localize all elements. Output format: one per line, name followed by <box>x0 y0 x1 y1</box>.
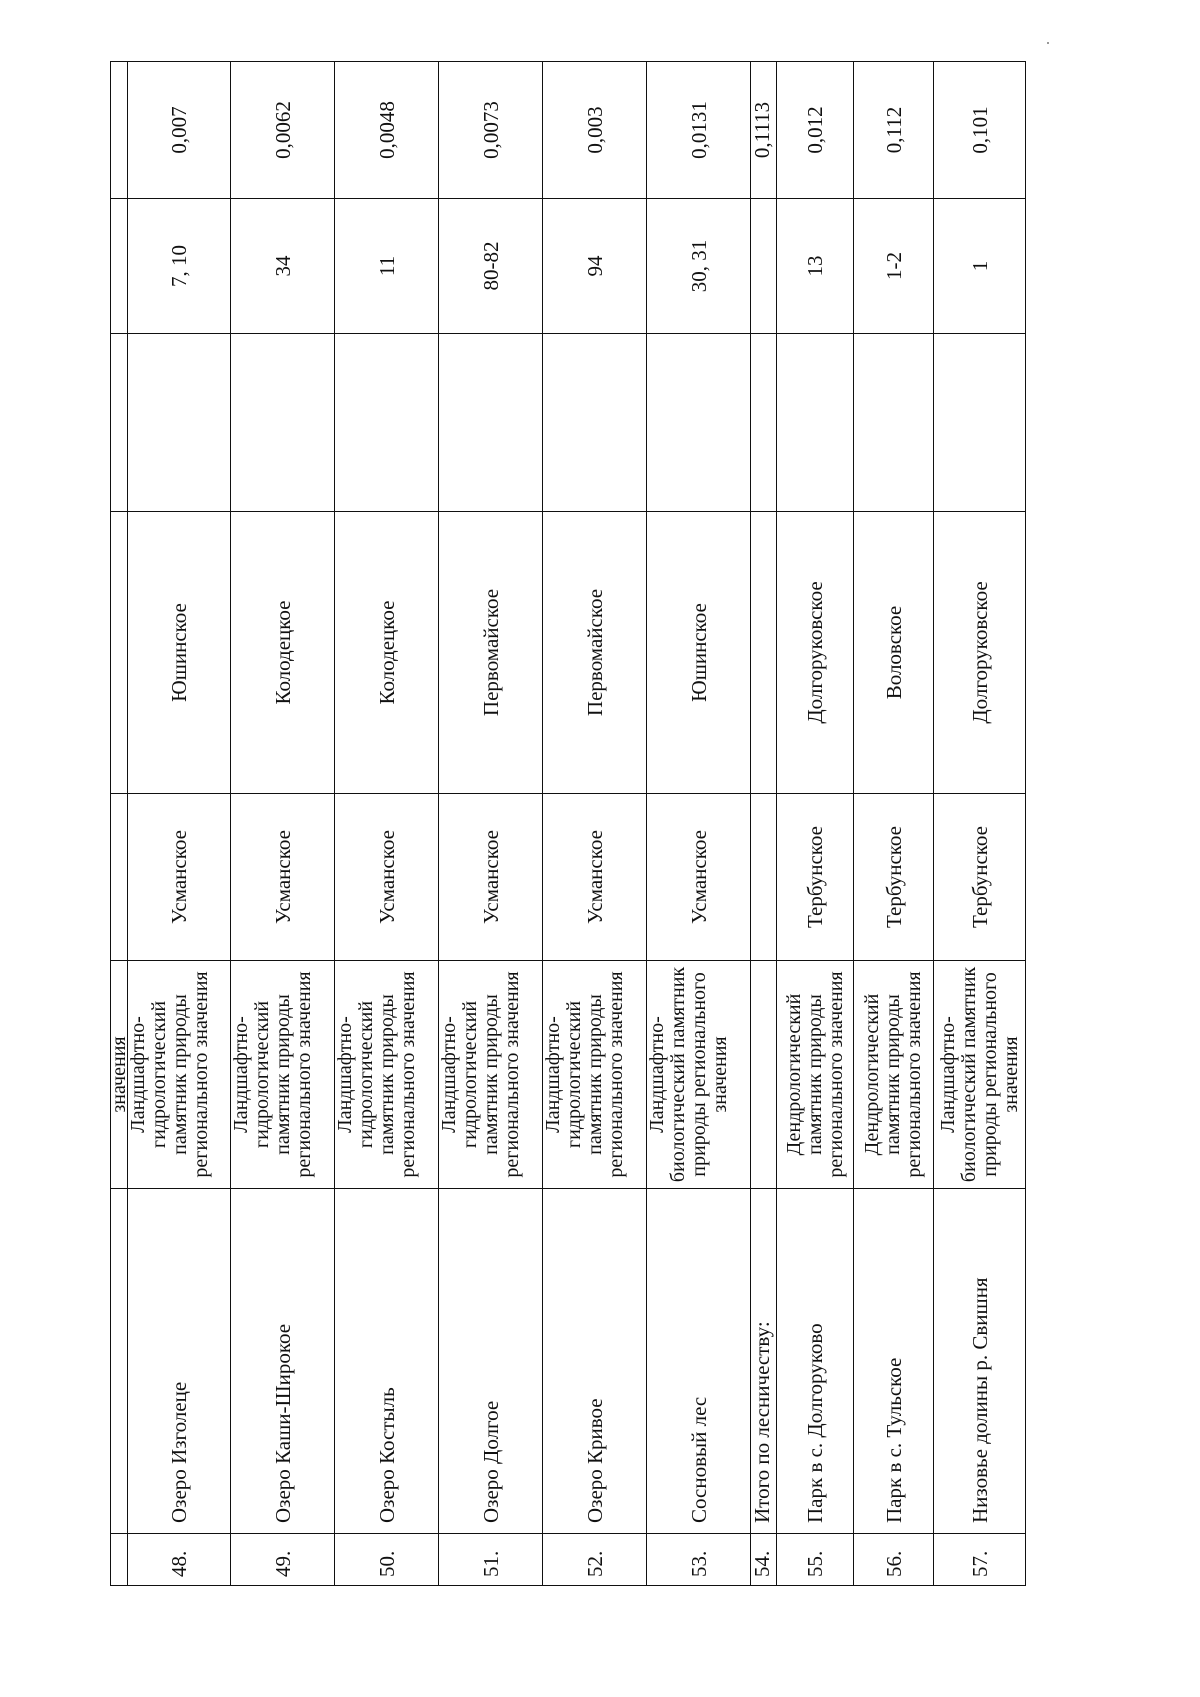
table-row-continuation <box>111 62 128 1586</box>
cell-total-label: Итого по лесничеству: <box>751 1189 777 1534</box>
cell-district: Юшинское <box>647 512 751 794</box>
cell-forestry: Усманское <box>335 794 439 961</box>
cell-extra <box>111 334 128 512</box>
cell-forestry: Усманское <box>439 794 543 961</box>
cell-extra <box>231 334 335 512</box>
cell-area: 0,112 <box>854 62 934 199</box>
cell-total-area: 0,1113 <box>751 62 777 199</box>
cell-category: Ландшафтно-гидрологический памятник природы регионального значения <box>543 961 647 1189</box>
cell-forestry: Усманское <box>543 794 647 961</box>
cell-district: Юшинское <box>128 512 231 794</box>
cell-extra <box>543 334 647 512</box>
cell-category: Ландшафтно-биологический памятник природы регионального значения <box>934 961 1026 1189</box>
cell-district <box>111 512 128 794</box>
cell-forestry: Усманское <box>128 794 231 961</box>
cell-category: значения <box>111 961 128 1189</box>
cell-area: 0,0062 <box>231 62 335 199</box>
cell-area: 0,003 <box>543 62 647 199</box>
cell-name: Озеро Изголеце <box>128 1189 231 1534</box>
cell-num: 57. <box>934 1534 1026 1586</box>
cell-quarters <box>111 199 128 334</box>
cell-num: 48. <box>128 1534 231 1586</box>
cell-num: 51. <box>439 1534 543 1586</box>
cell-extra <box>854 334 934 512</box>
cell-name <box>111 1189 128 1534</box>
cell-extra <box>128 334 231 512</box>
cell-area: 0,101 <box>934 62 1026 199</box>
table-row <box>128 62 231 1586</box>
cell-quarters: 34 <box>231 199 335 334</box>
cell-quarters: 13 <box>777 199 854 334</box>
table-row <box>647 62 751 1586</box>
rotated-page <box>110 62 1114 1586</box>
cell-quarters: 1-2 <box>854 199 934 334</box>
cell-extra <box>439 334 543 512</box>
cell-num <box>111 1534 128 1586</box>
cell-forestry <box>111 794 128 961</box>
cell-name: Озеро Каши-Широкое <box>231 1189 335 1534</box>
cell-empty <box>751 199 777 334</box>
table-row <box>439 62 543 1586</box>
cell-category: Ландшафтно-биологический памятник природы регионального значения <box>647 961 751 1189</box>
cell-quarters: 80-82 <box>439 199 543 334</box>
table-row <box>854 62 934 1586</box>
cell-name: Озеро Кривое <box>543 1189 647 1534</box>
cell-district: Воловское <box>854 512 934 794</box>
cell-extra <box>647 334 751 512</box>
scan-speck <box>1047 42 1049 44</box>
cell-forestry: Усманское <box>231 794 335 961</box>
cell-forestry: Тербунское <box>777 794 854 961</box>
cell-category: Ландшафтно-гидрологический памятник природы регионального значения <box>128 961 231 1189</box>
cell-area <box>111 62 128 199</box>
cell-category: Дендрологический памятник природы регионального значения <box>854 961 934 1189</box>
cell-empty <box>751 794 777 961</box>
cell-name: Низовье долины р. Свишня <box>934 1189 1026 1534</box>
table-row-total <box>751 62 777 1586</box>
table-row <box>335 62 439 1586</box>
cell-name: Парк в с. Долгоруково <box>777 1189 854 1534</box>
cell-empty <box>751 334 777 512</box>
cell-num: 53. <box>647 1534 751 1586</box>
cell-district: Колодецкое <box>231 512 335 794</box>
table-row <box>543 62 647 1586</box>
cell-num: 54. <box>751 1534 777 1586</box>
cell-extra <box>934 334 1026 512</box>
protected-areas-table <box>110 61 1026 1586</box>
table-row <box>934 62 1026 1586</box>
cell-quarters: 30, 31 <box>647 199 751 334</box>
cell-num: 49. <box>231 1534 335 1586</box>
cell-num: 56. <box>854 1534 934 1586</box>
cell-empty <box>751 961 777 1189</box>
cell-area: 0,0131 <box>647 62 751 199</box>
cell-category: Ландшафтно-гидрологический памятник природы регионального значения <box>335 961 439 1189</box>
cell-district: Долгоруковское <box>934 512 1026 794</box>
cell-category: Ландшафтно-гидрологический памятник природы регионального значения <box>439 961 543 1189</box>
cell-quarters: 1 <box>934 199 1026 334</box>
cell-quarters: 7, 10 <box>128 199 231 334</box>
cell-district: Колодецкое <box>335 512 439 794</box>
cell-extra <box>777 334 854 512</box>
cell-forestry: Тербунское <box>854 794 934 961</box>
cell-forestry: Тербунское <box>934 794 1026 961</box>
cell-name: Сосновый лес <box>647 1189 751 1534</box>
table-row <box>777 62 854 1586</box>
cell-name: Озеро Долгое <box>439 1189 543 1534</box>
cell-name: Парк в с. Тульское <box>854 1189 934 1534</box>
cell-district: Первомайское <box>439 512 543 794</box>
cell-category: Дендрологический памятник природы регионального значения <box>777 961 854 1189</box>
cell-quarters: 11 <box>335 199 439 334</box>
table-row <box>231 62 335 1586</box>
cell-area: 0,0073 <box>439 62 543 199</box>
cell-district: Долгоруковское <box>777 512 854 794</box>
cell-quarters: 94 <box>543 199 647 334</box>
table-body <box>108 62 1026 1586</box>
cell-area: 0,007 <box>128 62 231 199</box>
cell-num: 52. <box>543 1534 647 1586</box>
cell-district: Первомайское <box>543 512 647 794</box>
cell-num: 55. <box>777 1534 854 1586</box>
cell-area: 0,012 <box>777 62 854 199</box>
cell-category: Ландшафтно-гидрологический памятник природы регионального значения <box>231 961 335 1189</box>
cell-num: 50. <box>335 1534 439 1586</box>
cell-area: 0,0048 <box>335 62 439 199</box>
cell-extra <box>335 334 439 512</box>
cell-forestry: Усманское <box>647 794 751 961</box>
cell-empty <box>751 512 777 794</box>
cell-name: Озеро Костыль <box>335 1189 439 1534</box>
